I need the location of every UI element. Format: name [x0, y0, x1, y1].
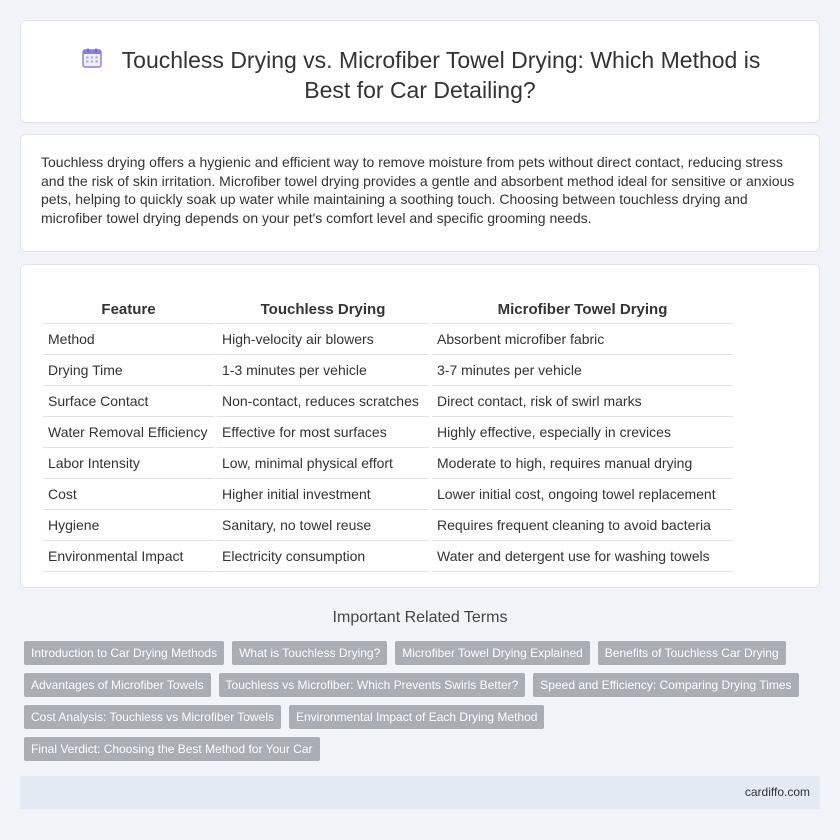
- cell-microfiber: Highly effective, especially in crevices: [432, 417, 733, 448]
- related-tag[interactable]: Speed and Efficiency: Comparing Drying Times: [533, 673, 798, 697]
- related-tag[interactable]: Benefits of Touchless Car Drying: [598, 641, 786, 665]
- related-terms-list: [24, 641, 814, 769]
- comparison-card: [20, 264, 820, 588]
- footer-site-link[interactable]: cardiffo.com: [744, 785, 810, 799]
- cell-feature: Method: [43, 324, 214, 355]
- intro-card: [20, 134, 820, 252]
- cell-microfiber: Direct contact, risk of swirl marks: [432, 386, 733, 417]
- related-tag[interactable]: Microfiber Towel Drying Explained: [395, 641, 590, 665]
- page-title: Touchless Drying vs. Microfiber Towel Drying: Which Method is Best for Car Detailing?: [121, 47, 761, 103]
- related-tag[interactable]: Advantages of Microfiber Towels: [24, 673, 211, 697]
- table-row: [43, 510, 733, 541]
- header-microfiber: Microfiber Towel Drying: [432, 293, 733, 324]
- cell-touchless: Non-contact, reduces scratches: [217, 386, 429, 417]
- cell-touchless: Higher initial investment: [217, 479, 429, 510]
- cell-touchless: Effective for most surfaces: [217, 417, 429, 448]
- cell-touchless: Sanitary, no towel reuse: [217, 510, 429, 541]
- table-row: [43, 448, 733, 479]
- table-row: [43, 386, 733, 417]
- cell-feature: Drying Time: [43, 355, 214, 386]
- related-tag[interactable]: What is Touchless Drying?: [232, 641, 387, 665]
- cell-microfiber: Requires frequent cleaning to avoid bacteria: [432, 510, 733, 541]
- related-tag[interactable]: Final Verdict: Choosing the Best Method for Your Car: [24, 737, 320, 761]
- calendar-icon: [80, 46, 104, 70]
- table-row: [43, 479, 733, 510]
- cell-microfiber: Water and detergent use for washing towels: [432, 541, 733, 572]
- cell-touchless: 1-3 minutes per vehicle: [217, 355, 429, 386]
- cell-feature: Surface Contact: [43, 386, 214, 417]
- cell-touchless: Electricity consumption: [217, 541, 429, 572]
- cell-microfiber: 3-7 minutes per vehicle: [432, 355, 733, 386]
- cell-microfiber: Moderate to high, requires manual drying: [432, 448, 733, 479]
- header-feature: Feature: [43, 293, 214, 324]
- related-terms-title: Important Related Terms: [332, 609, 508, 626]
- cell-touchless: High-velocity air blowers: [217, 324, 429, 355]
- related-tag[interactable]: Touchless vs Microfiber: Which Prevents Swirls Better?: [219, 673, 526, 697]
- intro-paragraph: Touchless drying offers a hygienic and efficient way to remove moisture from pets without direct contact, reducing stress and the risk of skin irritation. Microfiber towel drying provides a gentle and absorbent method ideal for sensitive or anxious pets, helping to quickly soak up water while maintaining a soothing touch. Choosing between touchless drying and microfiber towel drying depends on your pet's comfort level and specific grooming needs.: [41, 154, 795, 226]
- cell-feature: Labor Intensity: [43, 448, 214, 479]
- header-card: [20, 20, 820, 123]
- cell-feature: Environmental Impact: [43, 541, 214, 572]
- title-wrap: [61, 45, 779, 105]
- footer: [20, 776, 820, 809]
- related-tag[interactable]: Cost Analysis: Touchless vs Microfiber Towels: [24, 705, 281, 729]
- related-tag[interactable]: Introduction to Car Drying Methods: [24, 641, 224, 665]
- table-row: [43, 417, 733, 448]
- comparison-table: [43, 293, 733, 572]
- related-tag[interactable]: Environmental Impact of Each Drying Method: [289, 705, 544, 729]
- cell-touchless: Low, minimal physical effort: [217, 448, 429, 479]
- table-row: [43, 324, 733, 355]
- cell-microfiber: Absorbent microfiber fabric: [432, 324, 733, 355]
- cell-feature: Water Removal Efficiency: [43, 417, 214, 448]
- table-row: [43, 355, 733, 386]
- cell-microfiber: Lower initial cost, ongoing towel replacement: [432, 479, 733, 510]
- header-touchless: Touchless Drying: [217, 293, 429, 324]
- cell-feature: Hygiene: [43, 510, 214, 541]
- cell-feature: Cost: [43, 479, 214, 510]
- table-header-row: [43, 293, 733, 324]
- table-row: [43, 541, 733, 572]
